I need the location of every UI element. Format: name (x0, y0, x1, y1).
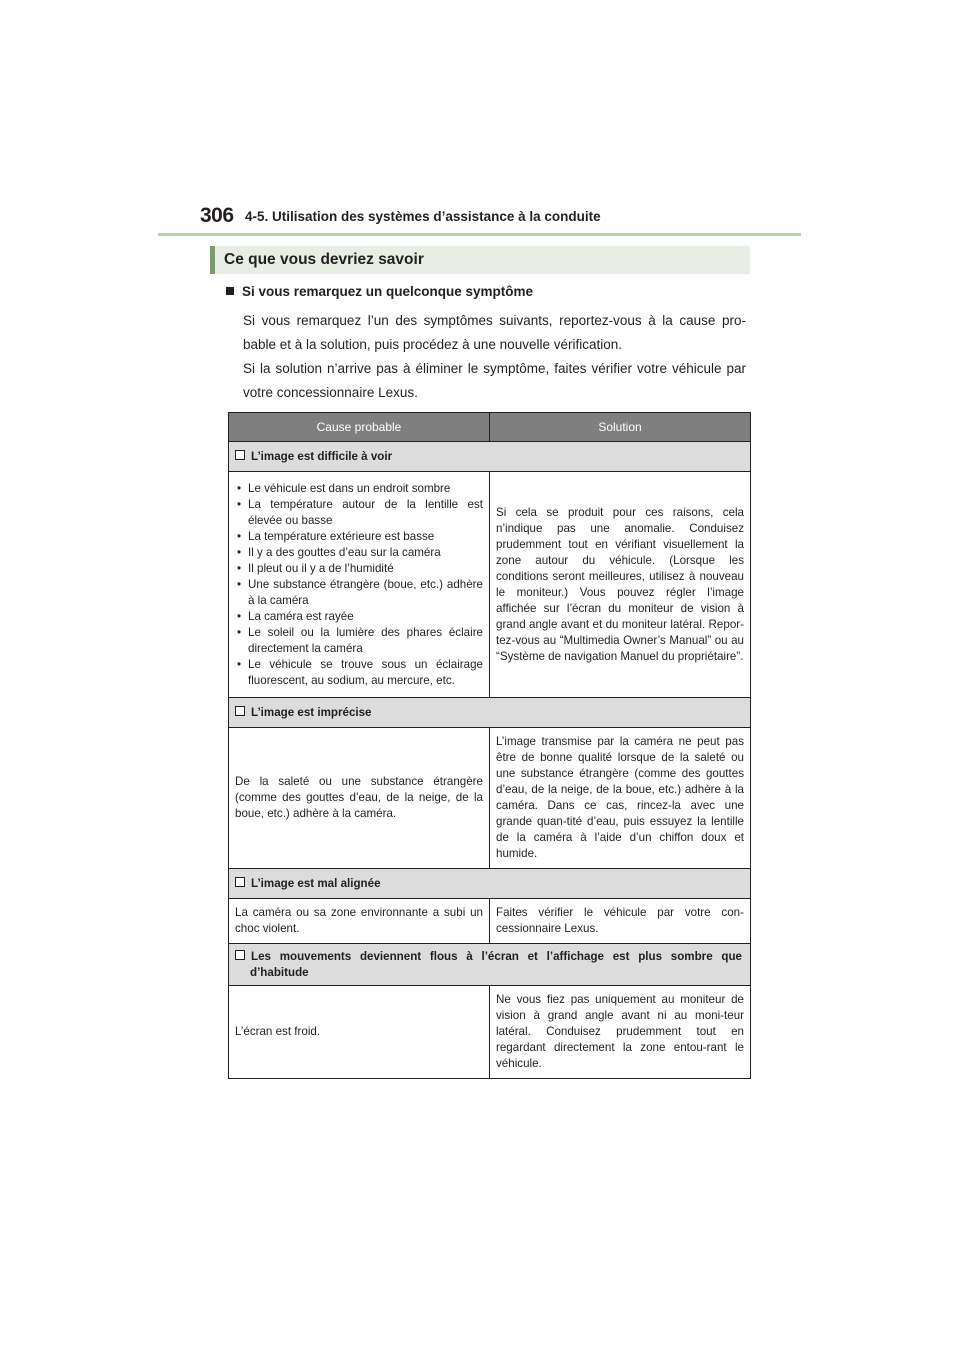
group-title-cell (229, 869, 751, 899)
list-item: • Il y a des gouttes d’eau sur la caméra (235, 545, 483, 561)
table-row (229, 472, 751, 698)
table-row (229, 899, 751, 944)
checkbox-icon (235, 877, 245, 887)
list-item: • La température autour de la lentille est élevée ou basse (235, 497, 483, 529)
checkbox-icon (235, 450, 245, 460)
cause-cell: L’écran est froid. (229, 986, 490, 1079)
troubleshooting-table (228, 412, 751, 1079)
cause-cell: La caméra ou sa zone environnante a subi un choc violent. (229, 899, 490, 944)
column-header-cause: Cause probable (229, 413, 490, 442)
section-title: 4-5. Utilisation des systèmes d’assistance à la conduite (245, 209, 601, 224)
group-title: L’image est mal alignée (251, 876, 381, 890)
title-accent-bar (210, 246, 215, 274)
table-header-row (229, 413, 751, 442)
list-item: • Une substance étrangère (boue, etc.) adhère à la caméra (235, 577, 483, 609)
group-title-cell (229, 442, 751, 472)
info-box-title-text: Ce que vous devriez savoir (224, 251, 424, 268)
checkbox-icon (235, 706, 245, 716)
group-title-cell (229, 944, 751, 986)
solution-cell: L’image transmise par la caméra ne peut pas être de bonne qualité lorsque de la saleté ou une substance étrangère (comme des gouttes d’eau, de la neige, de la boue, etc.) adhère à la caméra. Dans ce cas, rincez-la avec une grande quan-tité d’eau, puis essuyez la lentille de la caméra à l’aide d’un chiffon doux et humide. (490, 728, 751, 869)
table-row (229, 728, 751, 869)
group-row (229, 944, 751, 986)
group-title: Les mouvements deviennent flous à l’écran et l’affichage est plus sombre que d’habitude (250, 949, 742, 979)
square-bullet-icon (226, 287, 234, 295)
group-row (229, 442, 751, 472)
group-row (229, 698, 751, 728)
solution-cell: Ne vous fiez pas uniquement au moniteur de vision à grand angle avant ni au moni-teur latéral. Conduisez prudemment tout en regardant directement la zone entou-rant le véhicule. (490, 986, 751, 1079)
cause-list (235, 481, 483, 689)
solution-cell: Faites vérifier le véhicule par votre con-cessionnaire Lexus. (490, 899, 751, 944)
solution-cell: Si cela se produit pour ces raisons, cela n’indique pas une anomalie. Conduisez prudemment tout en vérifiant visuellement la zone autour du véhicule. (Lorsque les conditions seront meilleures, utilisez à nouveau le moniteur.) Vous pouvez régler l’image affichée sur l’écran du moniteur de vision à grand angle avant et du moniteur latéral. Repor-tez-vous au “Multimedia Owner’s Manual” ou au “Système de navigation Manuel du propriétaire”. (490, 472, 751, 698)
page-number: 306 (200, 204, 234, 227)
group-row (229, 869, 751, 899)
subheading (226, 284, 533, 299)
paragraph: Si la solution n’arrive pas à éliminer le symptôme, faites vérifier votre véhicule par votre concessionnaire Lexus. (243, 361, 746, 400)
subheading-text: Si vous remarquez un quelconque symptôme (242, 284, 534, 299)
cause-cell (229, 472, 490, 698)
list-item: • Le soleil ou la lumière des phares éclaire directement la caméra (235, 625, 483, 657)
list-item: • Il pleut ou il y a de l’humidité (235, 561, 483, 577)
group-title-cell (229, 698, 751, 728)
list-item: • La caméra est rayée (235, 609, 483, 625)
header-rule (158, 233, 801, 236)
list-item: • La température extérieure est basse (235, 529, 483, 545)
checkbox-icon (235, 950, 245, 960)
column-header-solution: Solution (490, 413, 751, 442)
paragraph: Si vous remarquez l’un des symptômes suivants, reportez-vous à la cause pro-bable et à la solution, puis procédez à une nouvelle vérification. (243, 313, 746, 352)
cause-cell: De la saleté ou une substance étrangère (comme des gouttes d’eau, de la neige, de la boue, etc.) adhère à la caméra. (229, 728, 490, 869)
group-title: L’image est difficile à voir (251, 449, 393, 463)
group-title: L’image est imprécise (251, 705, 372, 719)
table-row (229, 986, 751, 1079)
info-box-title (210, 246, 750, 274)
list-item: • Le véhicule se trouve sous un éclairage fluorescent, au sodium, au mercure, etc. (235, 657, 483, 689)
list-item: • Le véhicule est dans un endroit sombre (235, 481, 483, 497)
